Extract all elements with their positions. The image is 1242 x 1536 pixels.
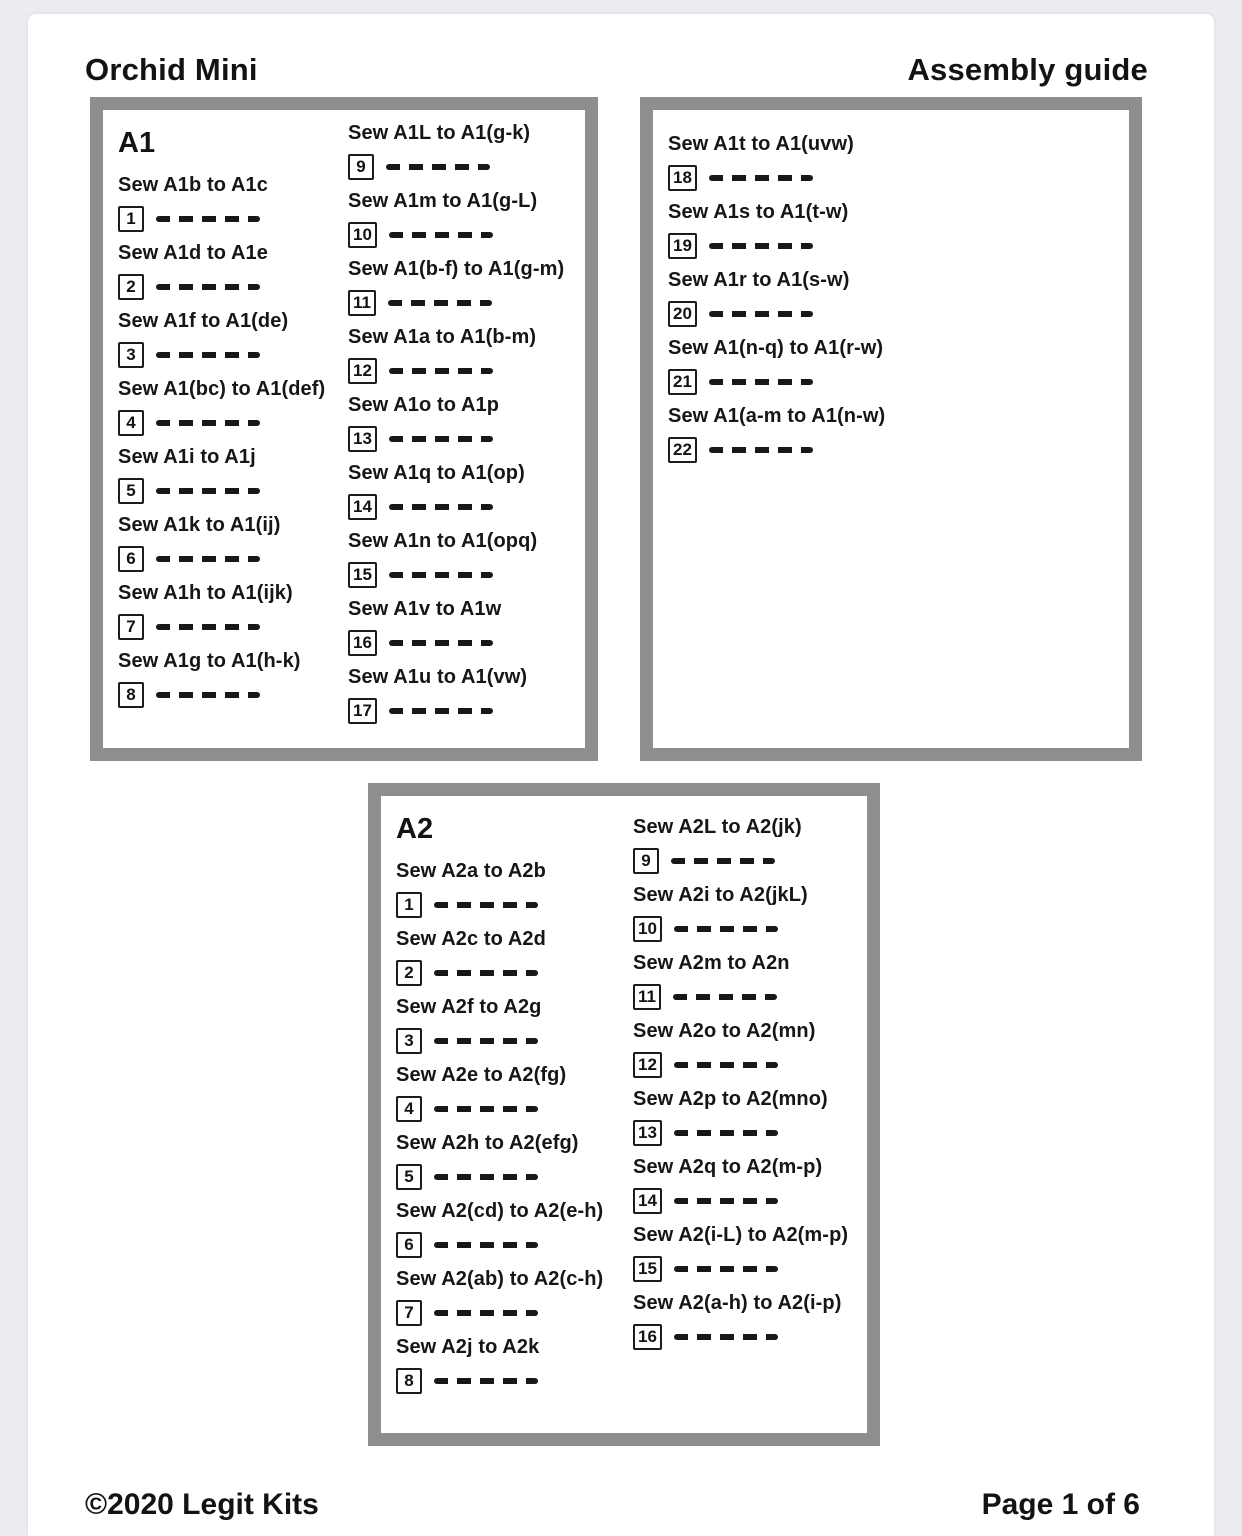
step-number-badge: 4 [118,410,144,436]
seam-dashes-icon [674,1130,778,1136]
seam-dashes-icon [156,284,260,290]
section-a1-continued-column-1 [668,122,885,473]
step-instruction: Sew A2a to A2b [396,860,546,882]
step-instruction: Sew A2f to A2g [396,996,542,1018]
seam-dashes-icon [434,1310,538,1316]
step-number-badge: 18 [668,165,697,191]
seam-dashes-icon [434,1242,538,1248]
seam-dashes-icon [434,1174,538,1180]
assembly-step [396,1336,633,1394]
step-number-row [396,1164,633,1190]
step-instruction: Sew A2q to A2(m-p) [633,1156,823,1178]
assembly-step [396,1200,633,1258]
assembly-step [348,122,575,180]
step-instruction: Sew A1b to A1c [118,174,268,196]
step-instruction: Sew A2o to A2(mn) [633,1020,816,1042]
section-heading: A1 [118,127,156,159]
assembly-step [396,996,633,1054]
step-instruction: Sew A1(bc) to A1(def) [118,378,326,400]
seam-dashes-icon [709,311,813,317]
seam-dashes-icon [434,902,538,908]
step-number-badge: 9 [633,848,659,874]
assembly-step [118,446,348,504]
assembly-step [668,337,885,395]
step-number-badge: 19 [668,233,697,259]
step-number-badge: 12 [633,1052,662,1078]
step-number-badge: 9 [348,154,374,180]
step-number-badge: 13 [348,426,377,452]
step-instruction: Sew A1d to A1e [118,242,268,264]
seam-dashes-icon [389,708,493,714]
step-number-badge: 22 [668,437,697,463]
assembly-step [633,952,857,1010]
assembly-step [668,405,885,463]
seam-dashes-icon [671,858,775,864]
assembly-step [396,860,633,918]
step-instruction: Sew A2c to A2d [396,928,546,950]
step-number-badge: 13 [633,1120,662,1146]
assembly-step [348,462,575,520]
step-number-row [396,1368,633,1394]
seam-dashes-icon [674,926,778,932]
step-number-row [348,358,575,384]
step-number-row [668,437,885,463]
seam-dashes-icon [674,1198,778,1204]
assembly-step [633,1292,857,1350]
step-number-badge: 2 [118,274,144,300]
step-number-badge: 11 [633,984,661,1010]
step-number-row [633,1188,857,1214]
step-number-row [118,410,348,436]
assembly-step [396,1132,633,1190]
assembly-step [633,1224,857,1282]
step-number-row [348,154,575,180]
step-instruction: Sew A1k to A1(ij) [118,514,281,536]
step-instruction: Sew A1f to A1(de) [118,310,289,332]
step-number-row [348,562,575,588]
section-a1-columns [118,122,575,734]
step-number-badge: 16 [348,630,377,656]
document-title: Orchid Mini [85,52,258,87]
seam-dashes-icon [434,1106,538,1112]
step-instruction: Sew A2i to A2(jkL) [633,884,808,906]
step-number-row [633,1256,857,1282]
step-number-row [348,698,575,724]
step-number-badge: 3 [396,1028,422,1054]
assembly-step [118,242,348,300]
seam-dashes-icon [156,352,260,358]
step-instruction: Sew A1i to A1j [118,446,256,468]
assembly-step [396,1268,633,1326]
step-instruction: Sew A1u to A1(vw) [348,666,528,688]
step-number-badge: 3 [118,342,144,368]
seam-dashes-icon [156,216,260,222]
step-number-row [348,222,575,248]
step-number-row [668,369,885,395]
step-number-row [396,1028,633,1054]
step-number-badge: 2 [396,960,422,986]
step-instruction: Sew A1n to A1(opq) [348,530,538,552]
step-number-badge: 14 [348,494,377,520]
step-number-badge: 8 [118,682,144,708]
step-list [633,816,857,1350]
step-instruction: Sew A1g to A1(h-k) [118,650,301,672]
step-list [668,133,885,463]
step-instruction: Sew A2(i-L) to A2(m-p) [633,1224,849,1246]
step-instruction: Sew A2h to A2(efg) [396,1132,579,1154]
assembly-step [348,258,575,316]
step-number-badge: 21 [668,369,697,395]
step-number-badge: 1 [118,206,144,232]
step-number-row [118,614,348,640]
section-a2-columns [396,808,857,1404]
step-number-row [118,682,348,708]
step-instruction: Sew A1r to A1(s-w) [668,269,850,291]
seam-dashes-icon [389,572,493,578]
seam-dashes-icon [389,640,493,646]
assembly-step [348,666,575,724]
seam-dashes-icon [156,692,260,698]
step-number-badge: 10 [348,222,377,248]
step-number-row [348,630,575,656]
step-instruction: Sew A2e to A2(fg) [396,1064,567,1086]
step-number-badge: 10 [633,916,662,942]
step-number-badge: 8 [396,1368,422,1394]
step-number-badge: 17 [348,698,377,724]
step-number-badge: 7 [118,614,144,640]
step-number-row [668,165,885,191]
seam-dashes-icon [709,447,813,453]
seam-dashes-icon [389,436,493,442]
step-instruction: Sew A1h to A1(ijk) [118,582,293,604]
section-a2 [368,783,880,1446]
document-page [28,14,1214,1536]
step-number-badge: 6 [396,1232,422,1258]
section-a1-column-2 [348,122,575,734]
assembly-step [396,928,633,986]
step-number-row [396,1096,633,1122]
seam-dashes-icon [673,994,777,1000]
section-a1-continued [640,97,1142,761]
seam-dashes-icon [434,970,538,976]
step-instruction: Sew A1(b-f) to A1(g-m) [348,258,565,280]
section-a1-continued-columns [668,122,1119,473]
step-instruction: Sew A1t to A1(uvw) [668,133,854,155]
step-number-row [118,274,348,300]
step-number-badge: 11 [348,290,376,316]
step-instruction: Sew A2(a-h) to A2(i-p) [633,1292,842,1314]
assembly-step [668,201,885,259]
step-number-badge: 6 [118,546,144,572]
seam-dashes-icon [389,504,493,510]
step-instruction: Sew A2p to A2(mno) [633,1088,828,1110]
assembly-step [118,378,348,436]
step-instruction: Sew A2j to A2k [396,1336,540,1358]
step-number-row [396,1232,633,1258]
step-instruction: Sew A1v to A1w [348,598,502,620]
page-number: Page 1 of 6 [981,1488,1140,1521]
assembly-step [633,1020,857,1078]
step-instruction: Sew A1s to A1(t-w) [668,201,849,223]
copyright-text: ©2020 Legit Kits [85,1488,319,1521]
assembly-step [118,174,348,232]
step-number-badge: 1 [396,892,422,918]
step-number-row [118,206,348,232]
step-number-badge: 5 [118,478,144,504]
seam-dashes-icon [156,420,260,426]
step-number-row [633,1324,857,1350]
assembly-step [348,530,575,588]
step-number-row [633,848,857,874]
seam-dashes-icon [434,1038,538,1044]
seam-dashes-icon [156,624,260,630]
section-a2-column-2 [633,808,857,1404]
seam-dashes-icon [386,164,490,170]
assembly-step [348,394,575,452]
step-number-row [348,494,575,520]
seam-dashes-icon [674,1334,778,1340]
step-instruction: Sew A1L to A1(g-k) [348,122,531,144]
seam-dashes-icon [709,379,813,385]
step-number-row [118,546,348,572]
step-number-badge: 14 [633,1188,662,1214]
seam-dashes-icon [389,232,493,238]
assembly-step [396,1064,633,1122]
step-number-badge: 15 [348,562,377,588]
step-list [348,122,575,724]
step-instruction: Sew A1(a-m to A1(n-w) [668,405,886,427]
step-instruction: Sew A2(cd) to A2(e-h) [396,1200,604,1222]
step-number-badge: 15 [633,1256,662,1282]
step-instruction: Sew A1a to A1(b-m) [348,326,537,348]
assembly-step [348,598,575,656]
step-number-row [633,916,857,942]
assembly-step [118,514,348,572]
step-number-badge: 16 [633,1324,662,1350]
section-a2-column-1 [396,808,633,1404]
step-instruction: Sew A1o to A1p [348,394,500,416]
seam-dashes-icon [709,175,813,181]
assembly-step [633,1088,857,1146]
seam-dashes-icon [389,368,493,374]
step-instruction: Sew A2(ab) to A2(c-h) [396,1268,604,1290]
step-list [396,860,633,1394]
step-number-row [118,478,348,504]
seam-dashes-icon [156,488,260,494]
seam-dashes-icon [674,1062,778,1068]
step-number-badge: 5 [396,1164,422,1190]
step-number-row [348,426,575,452]
step-number-row [396,1300,633,1326]
assembly-step [118,310,348,368]
seam-dashes-icon [434,1378,538,1384]
seam-dashes-icon [709,243,813,249]
step-number-badge: 7 [396,1300,422,1326]
seam-dashes-icon [388,300,492,306]
section-a1-column-1 [118,122,348,734]
step-instruction: Sew A2m to A2n [633,952,790,974]
step-instruction: Sew A1m to A1(g-L) [348,190,538,212]
step-number-row [668,301,885,327]
step-number-row [396,892,633,918]
step-number-row [348,290,575,316]
step-number-row [633,1120,857,1146]
assembly-step [118,650,348,708]
document-subtitle: Assembly guide [907,52,1148,87]
step-number-row [118,342,348,368]
step-number-row [396,960,633,986]
section-a1 [90,97,598,761]
assembly-step [118,582,348,640]
assembly-step [633,816,857,874]
assembly-step [633,884,857,942]
step-number-badge: 12 [348,358,377,384]
step-number-row [633,1052,857,1078]
assembly-step [668,269,885,327]
assembly-step [633,1156,857,1214]
step-number-badge: 4 [396,1096,422,1122]
step-instruction: Sew A1(n-q) to A1(r-w) [668,337,884,359]
step-instruction: Sew A1q to A1(op) [348,462,525,484]
step-number-row [668,233,885,259]
seam-dashes-icon [674,1266,778,1272]
assembly-step [668,133,885,191]
seam-dashes-icon [156,556,260,562]
step-list [118,174,348,708]
step-number-badge: 20 [668,301,697,327]
step-instruction: Sew A2L to A2(jk) [633,816,802,838]
assembly-step [348,190,575,248]
section-heading: A2 [396,813,434,845]
step-number-row [633,984,857,1010]
assembly-step [348,326,575,384]
